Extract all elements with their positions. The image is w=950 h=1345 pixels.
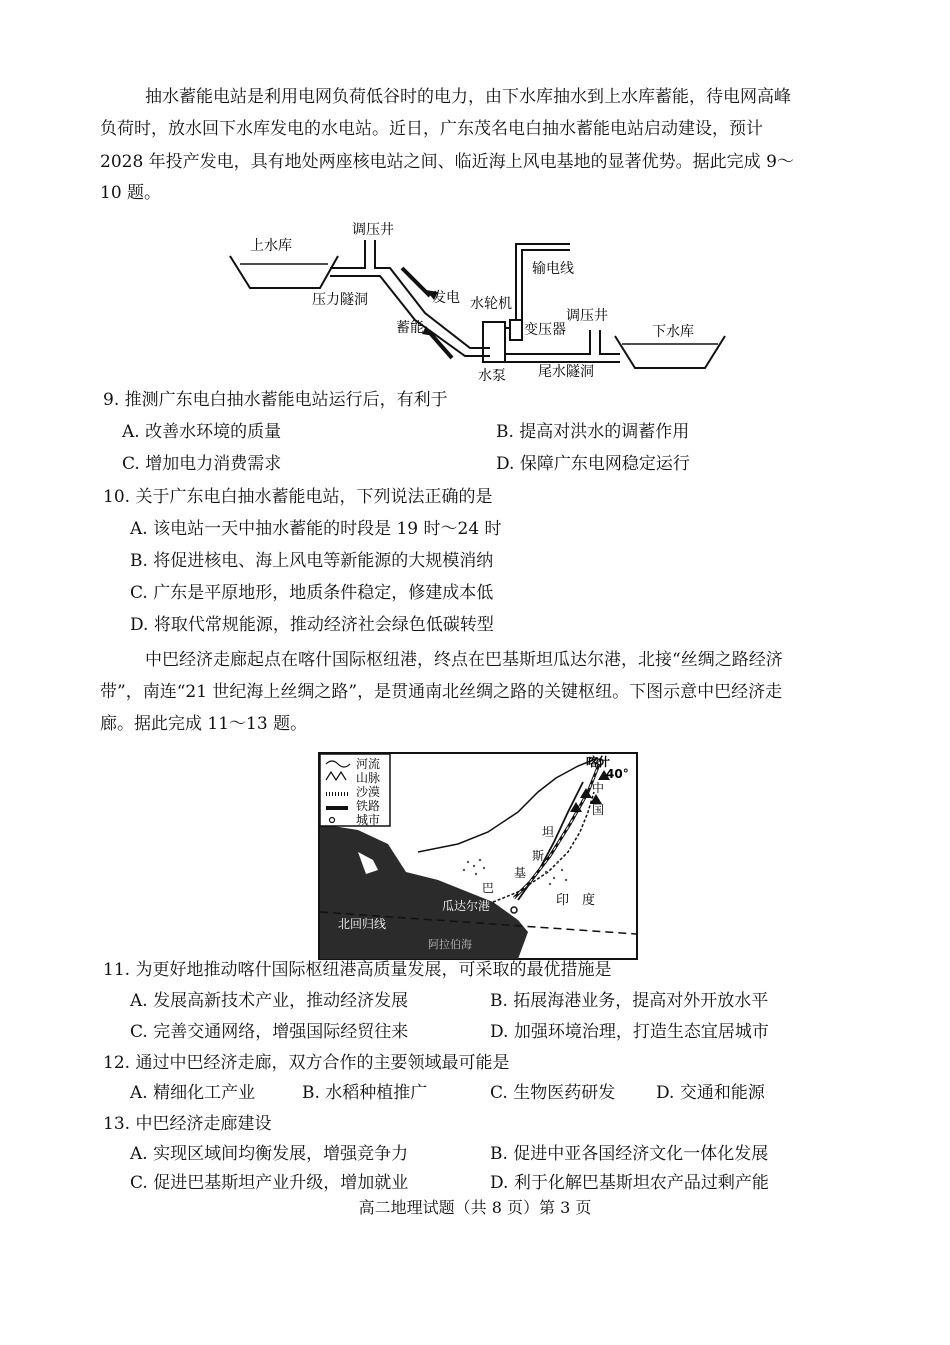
label-surge-tank-1: 调压井 [352,222,394,238]
label-upper-reservoir: 上水库 [250,238,292,254]
label-lat-40: 40° [606,767,629,781]
label-generate: 发电 [432,290,460,306]
q11-option-a[interactable]: A. 发展高新技术产业，推动经济发展 [130,991,409,1011]
q10-option-b[interactable]: B. 将促进核电、海上风电等新能源的大规模消纳 [130,551,494,571]
label-gwadar: 瓜达尔港 [442,899,491,913]
label-pakistan-3: 斯 [532,849,545,863]
label-china-1: 中 [592,781,605,795]
q12-option-d[interactable]: D. 交通和能源 [656,1083,765,1103]
passage-1-line-3: 2028 年投产发电，具有地处两座核电站之间、临近海上风电基地的显著优势。据此完成 9～ [100,152,794,172]
label-pakistan-1: 巴 [482,881,495,895]
legend-mountain: 山脉 [356,771,381,785]
legend-desert: 沙漠 [356,785,381,799]
label-china-2: 国 [592,803,605,817]
q11-option-c[interactable]: C. 完善交通网络，增强国际经贸往来 [130,1022,409,1042]
label-pressure-tunnel: 压力隧洞 [312,292,368,308]
legend-city: 城市 [356,813,381,827]
q11-option-d[interactable]: D. 加强环境治理，打造生态宜居城市 [490,1022,769,1042]
q11-option-b[interactable]: B. 拓展海港业务，提高对外开放水平 [490,991,769,1011]
cpec-map [318,752,638,960]
q13-stem: 13. 中巴经济走廊建设 [103,1114,272,1134]
q9-stem: 9. 推测广东电白抽水蓄能电站运行后，有利于 [103,390,448,410]
q12-option-b[interactable]: B. 水稻种植推广 [302,1083,428,1103]
q9-option-d[interactable]: D. 保障广东电网稳定运行 [496,454,690,474]
q13-option-d[interactable]: D. 利于化解巴基斯坦农产品过剩产能 [490,1173,769,1193]
passage-2-line-3: 廊。据此完成 11～13 题。 [100,714,308,734]
label-store: 蓄能 [396,320,424,336]
q10-stem: 10. 关于广东电白抽水蓄能电站，下列说法正确的是 [103,487,493,507]
label-pump: 水泵 [478,368,506,383]
q10-option-a[interactable]: A. 该电站一天中抽水蓄能的时段是 19 时～24 时 [130,519,502,539]
q12-stem: 12. 通过中巴经济走廊，双方合作的主要领域最可能是 [103,1053,510,1073]
label-turbine: 水轮机 [470,296,512,312]
label-transformer: 变压器 [524,322,566,338]
q10-option-d[interactable]: D. 将取代常规能源，推动经济社会绿色低碳转型 [130,615,494,635]
legend-railway: 铁路 [356,799,381,813]
pumped-storage-diagram [220,218,740,383]
q9-option-c[interactable]: C. 增加电力消费需求 [122,454,282,474]
passage-1-line-1: 抽水蓄能电站是利用电网负荷低谷时的电力，由下水库抽水到上水库蓄能，待电网高峰 [145,87,791,107]
legend-river: 河流 [356,757,381,771]
q9-option-a[interactable]: A. 改善水环境的质量 [122,422,282,442]
q9-option-b[interactable]: B. 提高对洪水的调蓄作用 [496,422,690,442]
q11-stem: 11. 为更好地推动喀什国际枢纽港高质量发展，可采取的最优措施是 [103,960,612,980]
label-kashgar: 喀什 [586,755,611,769]
passage-2-line-1: 中巴经济走廊起点在喀什国际枢纽港，终点在巴基斯坦瓜达尔港，北接“丝绸之路经济 [145,650,783,670]
label-surge-tank-2: 调压井 [566,308,608,324]
passage-2-line-2: 带”，南连“21 世纪海上丝绸之路”，是贯通南北丝绸之路的关键枢纽。下图示意中巴经济走 [100,682,783,702]
q13-option-c[interactable]: C. 促进巴基斯坦产业升级，增加就业 [130,1173,409,1193]
q10-option-c[interactable]: C. 广东是平原地形，地质条件稳定，修建成本低 [130,583,494,603]
q13-option-b[interactable]: B. 促进中亚各国经济文化一体化发展 [490,1144,769,1164]
q12-option-c[interactable]: C. 生物医药研发 [490,1083,616,1103]
label-arabian-sea: 阿拉伯海 [428,938,472,951]
page-footer: 高二地理试题（共 8 页）第 3 页 [358,1198,592,1217]
label-tropic: 北回归线 [338,917,387,931]
q13-option-a[interactable]: A. 实现区域间均衡发展，增强竞争力 [130,1144,409,1164]
label-lower-reservoir: 下水库 [652,324,694,340]
passage-1-line-2: 负荷时，放水回下水库发电的水电站。近日，广东茂名电白抽水蓄能电站启动建设，预计 [100,119,763,139]
label-tail-tunnel: 尾水隧洞 [538,364,594,380]
q12-option-a[interactable]: A. 精细化工产业 [130,1083,256,1103]
passage-1-line-4: 10 题。 [100,183,162,203]
label-india: 印 度 [556,893,596,908]
label-pakistan-2: 基 [514,866,527,880]
label-pakistan-4: 坦 [542,825,555,839]
label-transmission-line: 输电线 [532,261,574,277]
